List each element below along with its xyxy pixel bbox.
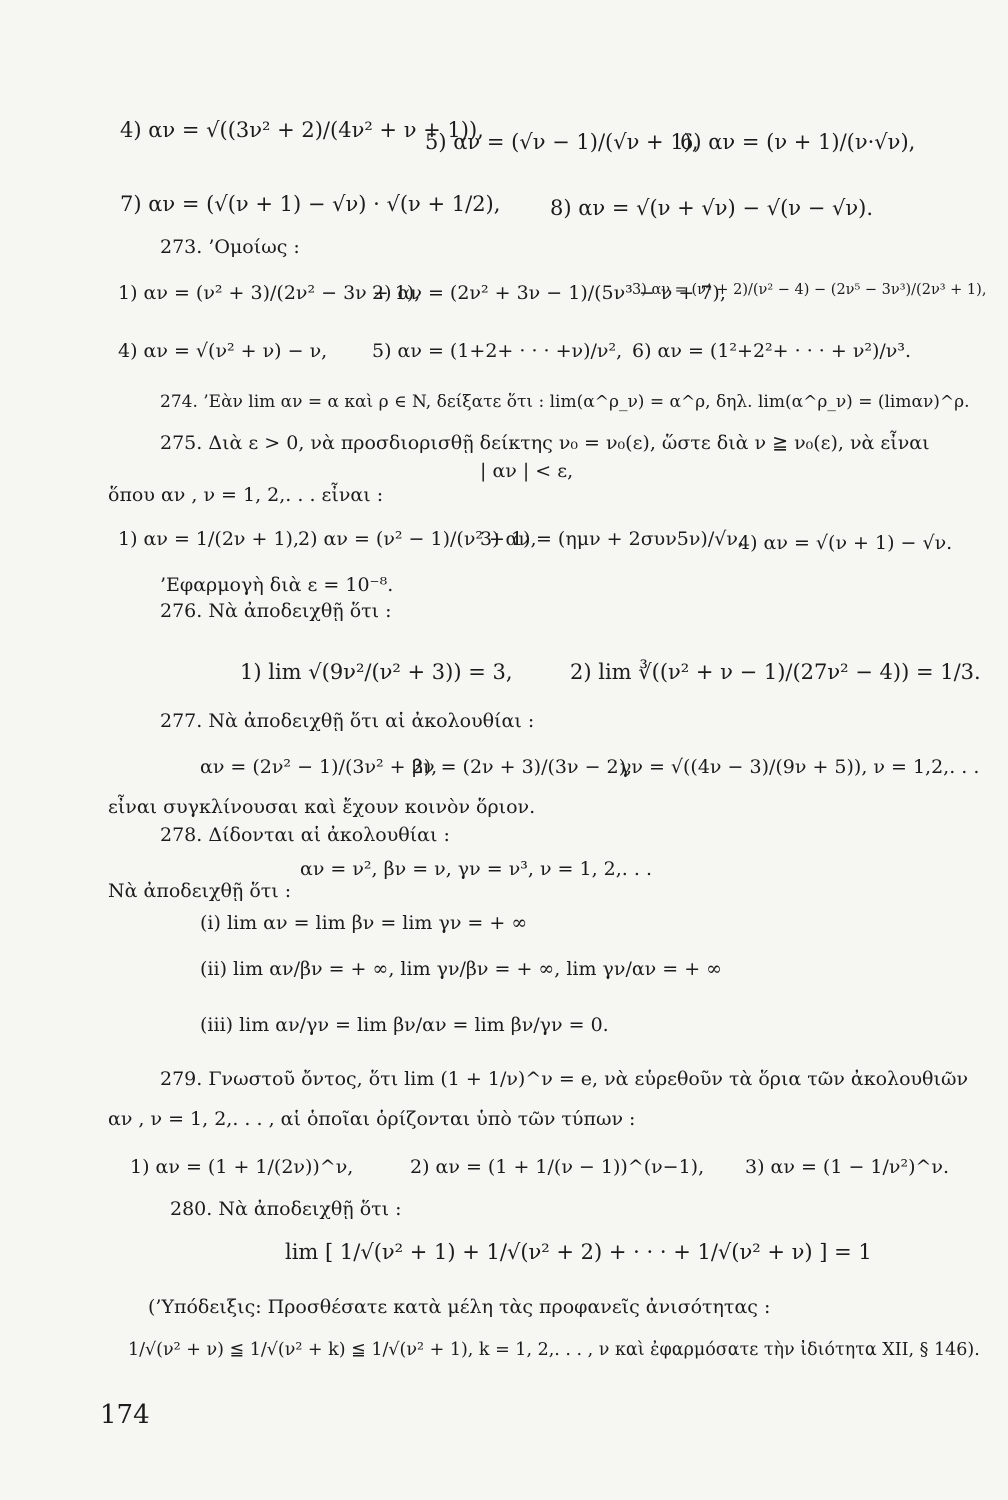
formula-7: 7) αν = (√(ν + 1) − √ν) · √(ν + 1/2), xyxy=(120,192,501,216)
formula-8: 8) αν = √(ν + √ν) − √(ν − √ν). xyxy=(550,196,873,220)
exercise-273-5: 5) αν = (1+2+ · · · +ν)/ν², xyxy=(372,340,623,362)
exercise-274: 274. ’Εὰν lim αν = α καὶ ρ ∈ N, δείξατε ὅτι : lim(α^ρ_ν) = α^ρ, δηλ. lim(α^ρ_ν) = (limαν)^ρ. xyxy=(160,392,970,412)
exercise-276-2: 2) lim ∛((ν² + ν − 1)/(27ν² − 4)) = 1/3. xyxy=(570,660,981,684)
formula-4: 4) αν = √((3ν² + 2)/(4ν² + ν + 1)), xyxy=(120,118,484,142)
exercise-278-ii: (ii) lim αν/βν = + ∞, lim γν/βν = + ∞, lim γν/αν = + ∞ xyxy=(200,958,723,980)
exercise-278-prove: Νὰ ἀποδειχθῇ ὅτι : xyxy=(108,880,292,902)
exercise-273-2: 2) αν = (2ν² + 3ν − 1)/(5ν³ − ν + 7), xyxy=(372,282,726,304)
exercise-279-1: 1) αν = (1 + 1/(2ν))^ν, xyxy=(130,1156,354,1178)
exercise-275-1: 1) αν = 1/(2ν + 1), xyxy=(118,528,300,550)
exercise-279-3: 3) αν = (1 − 1/ν²)^ν. xyxy=(745,1156,949,1178)
exercise-277-gamma: γν = √((4ν − 3)/(9ν + 5)), ν = 1,2,. . . xyxy=(620,756,980,778)
exercise-277-alpha: αν = (2ν² − 1)/(3ν² + 2), xyxy=(200,756,438,778)
exercise-278-iii: (iii) lim αν/γν = lim βν/αν = lim βν/γν = 0. xyxy=(200,1014,609,1036)
exercise-273-6: 6) αν = (1²+2²+ · · · + ν²)/ν³. xyxy=(632,340,912,362)
exercise-275-line2: ὅπου αν , ν = 1, 2,. . . εἶναι : xyxy=(108,484,384,506)
exercise-275-3: 3) αν = (ημν + 2συν5ν)/√ν, xyxy=(480,528,744,550)
exercise-278-i: (i) lim αν = lim βν = lim γν = + ∞ xyxy=(200,912,528,934)
exercise-275-line1: 275. Διὰ ε > 0, νὰ προσδιορισθῇ δείκτης ν₀ = ν₀(ε), ὥστε διὰ ν ≧ ν₀(ε), νὰ εἶναι xyxy=(160,432,930,454)
exercise-275-4: 4) αν = √(ν + 1) − √ν. xyxy=(738,532,953,554)
exercise-280-hint-inequalities: 1/√(ν² + ν) ≦ 1/√(ν² + k) ≦ 1/√(ν² + 1), k = 1, 2,. . . , ν καὶ ἐφαρμόσατε τὴν ἰδιότητα XII, § 146). xyxy=(128,1340,980,1360)
exercise-275-inequality: | αν | < ε, xyxy=(480,460,574,482)
exercise-277-beta: βν = (2ν + 3)/(3ν − 2), xyxy=(412,756,633,778)
formula-5: 5) αν = (√ν − 1)/(√ν + 1), xyxy=(425,130,699,154)
exercise-277-tail: εἶναι συγκλίνουσαι καὶ ἔχουν κοινὸν ὅριον. xyxy=(108,796,536,818)
exercise-273-1: 1) αν = (ν² + 3)/(2ν² − 3ν + 1), xyxy=(118,282,421,304)
formula-6: 6) αν = (ν + 1)/(ν·√ν), xyxy=(680,130,916,154)
exercise-279-line1: 279. Γνωστοῦ ὄντος, ὅτι lim (1 + 1/ν)^ν = e, νὰ εὑρεθοῦν τὰ ὅρια τῶν ἀκολουθιῶν xyxy=(160,1068,968,1090)
exercise-280-title: 280. Νὰ ἀποδειχθῇ ὅτι : xyxy=(170,1198,402,1220)
exercise-280-hint: (’Υπόδειξις: Προσθέσατε κατὰ μέλη τὰς προφανεῖς ἀνισότητας : xyxy=(148,1296,771,1318)
exercise-273-title: 273. ’Ομοίως : xyxy=(160,236,300,258)
exercise-273-4: 4) αν = √(ν² + ν) − ν, xyxy=(118,340,328,362)
exercise-278-title: 278. Δίδονται αἱ ἀκολουθίαι : xyxy=(160,824,450,846)
exercise-279-2: 2) αν = (1 + 1/(ν − 1))^(ν−1), xyxy=(410,1156,705,1178)
exercise-275-2: 2) αν = (ν² − 1)/(ν² + 1), xyxy=(298,528,537,550)
exercise-278-definitions: αν = ν², βν = ν, γν = ν³, ν = 1, 2,. . . xyxy=(300,858,652,880)
exercise-273-3: 3) αν = (ν⁴ + 2)/(ν² − 4) − (2ν⁵ − 3ν³)/(2ν³ + 1), xyxy=(632,282,987,298)
exercise-276-1: 1) lim √(9ν²/(ν² + 3)) = 3, xyxy=(240,660,513,684)
page-number: 174 xyxy=(100,1400,150,1430)
exercise-279-line2: αν , ν = 1, 2,. . . , αἱ ὁποῖαι ὁρίζονται ὑπὸ τῶν τύπων : xyxy=(108,1108,636,1130)
exercise-277-title: 277. Νὰ ἀποδειχθῇ ὅτι αἱ ἀκολουθίαι : xyxy=(160,710,535,732)
exercise-280-formula: lim [ 1/√(ν² + 1) + 1/√(ν² + 2) + · · · + 1/√(ν² + ν) ] = 1 xyxy=(285,1240,872,1264)
exercise-275-application: ’Εφαρμογὴ διὰ ε = 10⁻⁸. xyxy=(160,574,394,596)
exercise-276-title: 276. Νὰ ἀποδειχθῇ ὅτι : xyxy=(160,600,392,622)
